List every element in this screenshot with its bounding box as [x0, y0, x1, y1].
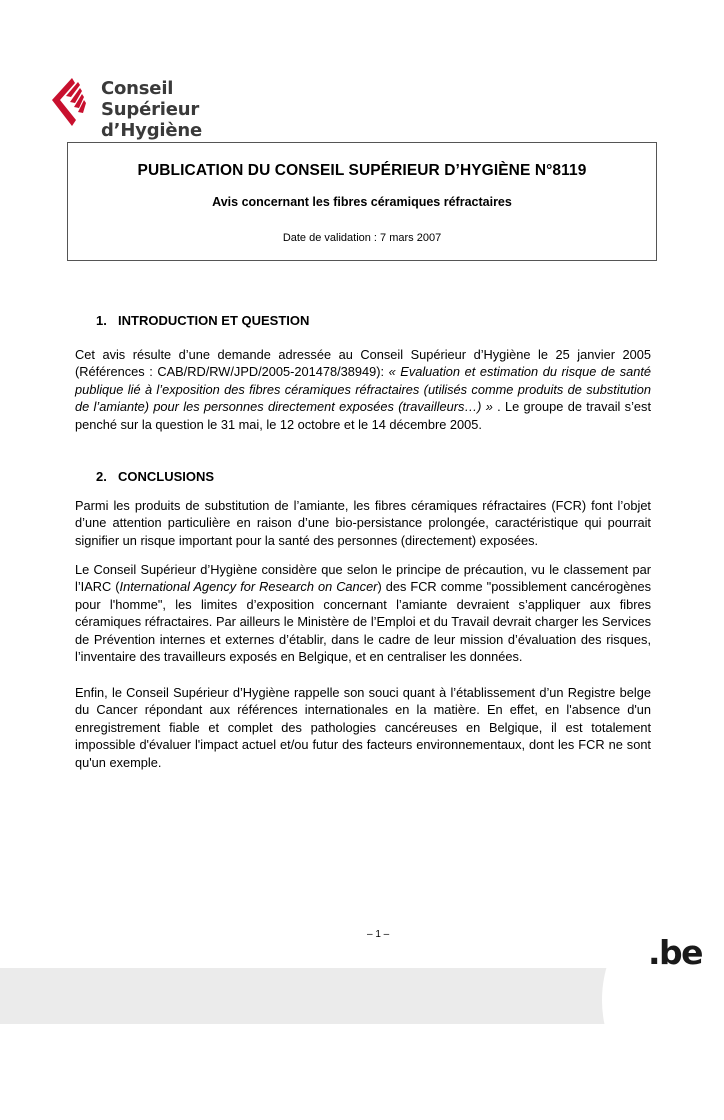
validation-date: Date de validation : 7 mars 2007	[282, 232, 442, 244]
publication-title: PUBLICATION DU CONSEIL SUPÉRIEUR D’HYGIÈNE N°8119	[137, 162, 587, 179]
publication-subtitle: Avis concernant les fibres céramiques réfractaires	[212, 195, 512, 209]
section-title: CONCLUSIONS	[118, 469, 215, 484]
logo-line-2: d’Hygiène	[101, 120, 203, 141]
logo-line-1: Conseil Supérieur	[101, 78, 200, 120]
paragraph-text: Le Conseil Supérieur d’Hygiène considère que selon le principe de précaution, vu le classement par l’IARC (	[75, 562, 651, 595]
publication-title-box	[67, 142, 657, 261]
paragraph-italic-text: International Agency for Research on Cancer	[119, 579, 378, 595]
be-logo: .be	[648, 933, 703, 972]
csh-logo	[46, 74, 246, 141]
csh-logo-text	[101, 78, 246, 141]
section-number: 2.	[96, 469, 107, 484]
section-number: 1.	[96, 313, 107, 328]
paragraph-text: Cet avis résulte d’une demande adressée au Conseil Supérieur d’Hygiène le 25 janvier 2005 (Références : CAB/RD/RW/JPD/2005-201478/38949):	[75, 347, 651, 380]
page-number: – 1 –	[367, 929, 390, 940]
conclusion-paragraph-2	[75, 561, 651, 665]
section-title: INTRODUCTION ET QUESTION	[118, 313, 310, 328]
footer-corner-arc	[602, 880, 724, 1120]
conclusion-paragraph-1: Parmi les produits de substitution de l’amiante, les fibres céramiques réfractaires (FCR) font l’objet d’une attention particulière en raison d’une bio-persistance prolongée, caractéristique qui pourrait signifier un risque important pour la santé des personnes (directement) exposées.	[75, 498, 651, 548]
paragraph-text: . Le groupe de travail s’est penché sur la question le 31 mai, le 12 octobre et le 14 décembre 2005.	[75, 399, 651, 432]
introduction-paragraph	[75, 346, 651, 433]
section-heading-introduction	[96, 313, 309, 328]
csh-emblem-icon	[46, 74, 98, 132]
section-heading-conclusions	[96, 469, 214, 484]
conclusion-paragraph-3: Enfin, le Conseil Supérieur d’Hygiène rappelle son souci quant à l’établissement d’un Registre belge du Cancer répondant aux références internationales en la matière. En effet, en l'absence d'un enregistrement fiable et complet des pathologies cancéreuses en Belgique, il est totalement impossible d'évaluer l'impact actuel et/ou futur des facteurs environnementaux, dont les FCR ne sont qu'un exemple.	[75, 685, 651, 770]
paragraph-italic-text: « Evaluation et estimation du risque de santé publique lié à l’exposition des fibres céramiques réfractaires (utilisés comme produits de substitution de l’amiante) pour les personnes directement exposées (travailleurs…) »	[75, 364, 652, 415]
paragraph-text: ) des FCR comme "possiblement cancérogènes pour l'homme", les limites d’exposition concernant l’amiante devraient s’appliquer aux fibres céramiques réfractaires. Par ailleurs le Ministère de l’Emploi et du Travail devrait charger les Services de Prévention internes et externes d’établir, dans le cadre de leur mission d’évaluation des risques, l’inventaire des travailleurs exposés en Belgique, et en centraliser les données.	[75, 579, 652, 665]
